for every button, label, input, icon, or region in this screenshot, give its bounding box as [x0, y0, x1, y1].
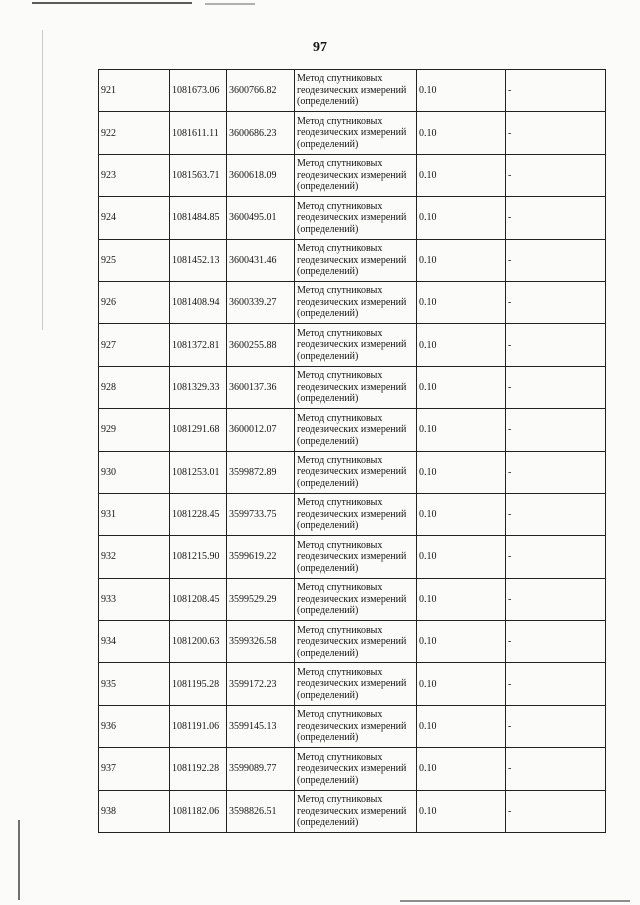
method-line: Метод спутниковых — [297, 624, 383, 636]
y-coordinate-cell: 3599145.13 — [227, 705, 295, 747]
method-line: геодезических измерений — [297, 424, 407, 436]
table-row — [99, 239, 606, 281]
accuracy-cell: 0.10 — [417, 154, 506, 196]
method-cell — [295, 112, 417, 154]
x-coordinate-cell: 1081215.90 — [170, 536, 227, 578]
y-coordinate-cell: 3600766.82 — [227, 70, 295, 112]
method-line: геодезических измерений — [297, 381, 407, 393]
y-coordinate-cell: 3599326.58 — [227, 621, 295, 663]
x-coordinate-cell: 1081208.45 — [170, 578, 227, 620]
table-row — [99, 621, 606, 663]
method-line: геодезических измерений — [297, 296, 407, 308]
x-coordinate-cell: 1081182.06 — [170, 790, 227, 832]
x-coordinate-cell: 1081191.06 — [170, 705, 227, 747]
method-line: геодезических измерений — [297, 720, 407, 732]
method-cell — [295, 748, 417, 790]
y-coordinate-cell: 3600495.01 — [227, 197, 295, 239]
method-line: геодезических измерений — [297, 212, 407, 224]
note-cell: - — [506, 366, 606, 408]
note-cell: - — [506, 409, 606, 451]
note-cell: - — [506, 536, 606, 578]
point-number-cell: 933 — [99, 578, 170, 620]
table-row — [99, 536, 606, 578]
method-line: (определений) — [297, 266, 359, 277]
point-number-cell: 928 — [99, 366, 170, 408]
method-line: (определений) — [297, 435, 359, 447]
accuracy-cell: 0.10 — [417, 70, 506, 112]
method-line: (определений) — [297, 138, 359, 150]
note-cell: - — [506, 578, 606, 620]
method-line: (определений) — [297, 689, 359, 701]
y-coordinate-cell: 3600012.07 — [227, 409, 295, 451]
point-number-cell: 929 — [99, 409, 170, 451]
x-coordinate-cell: 1081228.45 — [170, 493, 227, 535]
table-row — [99, 663, 606, 705]
method-cell — [295, 197, 417, 239]
accuracy-cell: 0.10 — [417, 790, 506, 832]
y-coordinate-cell: 3600137.36 — [227, 366, 295, 408]
scan-artifact-top-2 — [205, 3, 255, 5]
note-cell: - — [506, 451, 606, 493]
method-cell — [295, 663, 417, 705]
point-number-cell: 925 — [99, 239, 170, 281]
point-number-cell: 927 — [99, 324, 170, 366]
method-line: (определений) — [297, 181, 359, 193]
note-cell: - — [506, 112, 606, 154]
method-cell — [295, 409, 417, 451]
page-number: 97 — [313, 40, 327, 55]
method-line: (определений) — [297, 477, 359, 489]
method-line: геодезических измерений — [297, 508, 407, 520]
note-cell: - — [506, 790, 606, 832]
scan-artifact-left — [42, 30, 43, 330]
method-cell — [295, 281, 417, 323]
accuracy-cell: 0.10 — [417, 621, 506, 663]
note-cell: - — [506, 154, 606, 196]
method-line: (определений) — [297, 562, 359, 574]
accuracy-cell: 0.10 — [417, 112, 506, 154]
table-row — [99, 790, 606, 832]
method-line: (определений) — [297, 350, 359, 362]
method-line: (определений) — [297, 817, 359, 829]
y-coordinate-cell: 3599733.75 — [227, 493, 295, 535]
x-coordinate-cell: 1081484.85 — [170, 197, 227, 239]
x-coordinate-cell: 1081563.71 — [170, 154, 227, 196]
method-cell — [295, 239, 417, 281]
point-number-cell: 924 — [99, 197, 170, 239]
x-coordinate-cell: 1081253.01 — [170, 451, 227, 493]
note-cell: - — [506, 281, 606, 323]
method-line: Метод спутниковых — [297, 497, 383, 509]
y-coordinate-cell: 3598826.51 — [227, 790, 295, 832]
method-line: Метод спутниковых — [297, 709, 383, 721]
x-coordinate-cell: 1081291.68 — [170, 409, 227, 451]
table-row — [99, 70, 606, 112]
method-line: (определений) — [297, 308, 359, 320]
method-line: Метод спутниковых — [297, 794, 383, 806]
method-line: (определений) — [297, 732, 359, 744]
point-number-cell: 938 — [99, 790, 170, 832]
method-line: Метод спутниковых — [297, 454, 383, 466]
note-cell: - — [506, 70, 606, 112]
x-coordinate-cell: 1081673.06 — [170, 70, 227, 112]
method-line: геодезических измерений — [297, 84, 407, 96]
method-line: геодезических измерений — [297, 339, 407, 351]
x-coordinate-cell: 1081408.94 — [170, 281, 227, 323]
table-row — [99, 281, 606, 323]
method-line: Метод спутниковых — [297, 751, 383, 763]
method-cell — [295, 578, 417, 620]
y-coordinate-cell: 3600255.88 — [227, 324, 295, 366]
coordinates-table — [98, 69, 606, 833]
method-line: геодезических измерений — [297, 127, 407, 139]
x-coordinate-cell: 1081452.13 — [170, 239, 227, 281]
method-cell — [295, 621, 417, 663]
table-row — [99, 154, 606, 196]
x-coordinate-cell: 1081372.81 — [170, 324, 227, 366]
method-cell — [295, 154, 417, 196]
method-line: геодезических измерений — [297, 805, 407, 817]
point-number-cell: 937 — [99, 748, 170, 790]
method-line: Метод спутниковых — [297, 666, 383, 678]
point-number-cell: 922 — [99, 112, 170, 154]
method-line: геодезических измерений — [297, 636, 407, 648]
method-cell — [295, 324, 417, 366]
table-row — [99, 112, 606, 154]
accuracy-cell: 0.10 — [417, 705, 506, 747]
method-line: Метод спутниковых — [297, 73, 383, 85]
table-row — [99, 451, 606, 493]
table-row — [99, 324, 606, 366]
note-cell: - — [506, 621, 606, 663]
point-number-cell: 926 — [99, 281, 170, 323]
method-cell — [295, 493, 417, 535]
accuracy-cell: 0.10 — [417, 536, 506, 578]
method-cell — [295, 366, 417, 408]
method-line: Метод спутниковых — [297, 370, 383, 382]
table-row — [99, 366, 606, 408]
method-line: Метод спутниковых — [297, 412, 383, 424]
point-number-cell: 921 — [99, 70, 170, 112]
point-number-cell: 930 — [99, 451, 170, 493]
note-cell: - — [506, 493, 606, 535]
point-number-cell: 932 — [99, 536, 170, 578]
accuracy-cell: 0.10 — [417, 324, 506, 366]
method-line: Метод спутниковых — [297, 158, 383, 170]
y-coordinate-cell: 3600339.27 — [227, 281, 295, 323]
method-line: (определений) — [297, 605, 359, 617]
method-line: (определений) — [297, 393, 359, 405]
method-line: Метод спутниковых — [297, 285, 383, 297]
table-row — [99, 748, 606, 790]
coordinates-table-body — [99, 70, 606, 833]
x-coordinate-cell: 1081192.28 — [170, 748, 227, 790]
method-line: геодезических измерений — [297, 466, 407, 478]
table-row — [99, 493, 606, 535]
accuracy-cell: 0.10 — [417, 366, 506, 408]
note-cell: - — [506, 705, 606, 747]
accuracy-cell: 0.10 — [417, 748, 506, 790]
scan-artifact-top — [32, 2, 192, 4]
method-line: геодезических измерений — [297, 254, 407, 266]
method-line: геодезических измерений — [297, 593, 407, 605]
x-coordinate-cell: 1081195.28 — [170, 663, 227, 705]
note-cell: - — [506, 197, 606, 239]
table-row — [99, 705, 606, 747]
note-cell: - — [506, 748, 606, 790]
method-line: геодезических измерений — [297, 551, 407, 563]
method-line: Метод спутниковых — [297, 327, 383, 339]
method-cell — [295, 70, 417, 112]
note-cell: - — [506, 239, 606, 281]
point-number-cell: 931 — [99, 493, 170, 535]
y-coordinate-cell: 3599872.89 — [227, 451, 295, 493]
y-coordinate-cell: 3599089.77 — [227, 748, 295, 790]
y-coordinate-cell: 3599529.29 — [227, 578, 295, 620]
x-coordinate-cell: 1081329.33 — [170, 366, 227, 408]
y-coordinate-cell: 3600618.09 — [227, 154, 295, 196]
y-coordinate-cell: 3599172.23 — [227, 663, 295, 705]
method-line: геодезических измерений — [297, 678, 407, 690]
method-line: Метод спутниковых — [297, 243, 383, 254]
method-cell — [295, 705, 417, 747]
method-line: (определений) — [297, 520, 359, 532]
method-line: Метод спутниковых — [297, 115, 383, 127]
method-line: (определений) — [297, 96, 359, 108]
note-cell: - — [506, 663, 606, 705]
method-line: (определений) — [297, 223, 359, 235]
method-cell — [295, 451, 417, 493]
note-cell: - — [506, 324, 606, 366]
y-coordinate-cell: 3600686.23 — [227, 112, 295, 154]
method-line: геодезических измерений — [297, 169, 407, 181]
table-row — [99, 409, 606, 451]
table-row — [99, 578, 606, 620]
method-line: Метод спутниковых — [297, 582, 383, 594]
method-line: Метод спутниковых — [297, 539, 383, 551]
y-coordinate-cell: 3600431.46 — [227, 239, 295, 281]
accuracy-cell: 0.10 — [417, 663, 506, 705]
x-coordinate-cell: 1081611.11 — [170, 112, 227, 154]
scan-artifact-bottom — [400, 900, 630, 902]
accuracy-cell: 0.10 — [417, 239, 506, 281]
accuracy-cell: 0.10 — [417, 281, 506, 323]
accuracy-cell: 0.10 — [417, 451, 506, 493]
point-number-cell: 923 — [99, 154, 170, 196]
accuracy-cell: 0.10 — [417, 409, 506, 451]
x-coordinate-cell: 1081200.63 — [170, 621, 227, 663]
method-line: геодезических измерений — [297, 763, 407, 775]
accuracy-cell: 0.10 — [417, 197, 506, 239]
method-line: (определений) — [297, 647, 359, 659]
method-cell — [295, 536, 417, 578]
scan-artifact-left-2 — [18, 820, 20, 900]
point-number-cell: 935 — [99, 663, 170, 705]
accuracy-cell: 0.10 — [417, 493, 506, 535]
point-number-cell: 934 — [99, 621, 170, 663]
accuracy-cell: 0.10 — [417, 578, 506, 620]
method-line: (определений) — [297, 774, 359, 786]
method-cell — [295, 790, 417, 832]
table-row — [99, 197, 606, 239]
point-number-cell: 936 — [99, 705, 170, 747]
method-line: Метод спутниковых — [297, 200, 383, 212]
y-coordinate-cell: 3599619.22 — [227, 536, 295, 578]
